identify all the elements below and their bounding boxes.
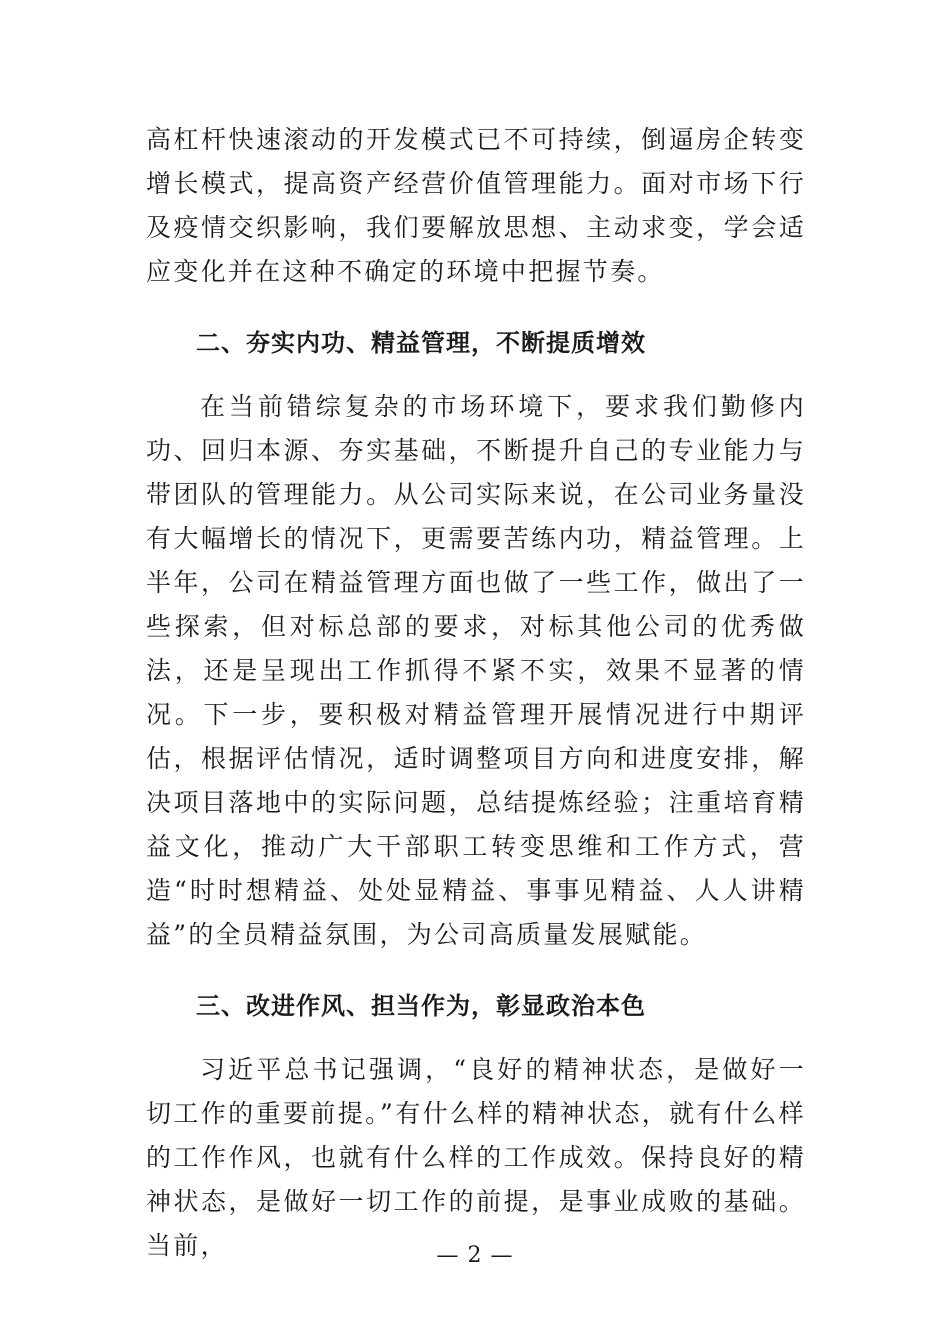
paragraph-section-two: 在当前错综复杂的市场环境下，要求我们勤修内功、回归本源、夯实基础，不断提升自己的专业能力与带团队的管理能力。从公司实际来说，在公司业务量没有大幅增长的情况下，更需要苦练内功，精益管理。上半年，公司在精益管理方面也做了一些工作，做出了一些探索，但对标总部的要求，对标其他公司的优秀做法，还是呈现出工作抓得不紧不实，效果不显著的情况。下一步，要积极对精益管理开展情况进行中期评估，根据评估情况，适时调整项目方向和进度安排，解决项目落地中的实际问题，总结提炼经验；注重培育精益文化，推动广大干部职工转变思维和工作方式，营造“时时想精益、处处显精益、事事见精益、人人讲精益”的全员精益氛围，为公司高质量发展赋能。 bbox=[146, 392, 806, 949]
page-number: — 2 — bbox=[436, 1243, 514, 1268]
paragraph-section-three: 习近平总书记强调，“良好的精神状态，是做好一切工作的重要前提。”有什么样的精神状态，就有什么样的工作作风，也就有什么样的工作成效。保持良好的精神状态，是做好一切工作的前提，是事业成败的基础。当前， bbox=[146, 1055, 806, 1260]
document-body bbox=[146, 118, 806, 1268]
section-heading-two: 二、夯实内功、精益管理，不断提质增效 bbox=[196, 329, 646, 357]
paragraph-continuation: 高杠杆快速滚动的开发模式已不可持续，倒逼房企转变增长模式，提高资产经营价值管理能力。面对市场下行及疫情交织影响，我们要解放思想、主动求变，学会适应变化并在这种不确定的环境中把握节奏。 bbox=[146, 125, 806, 286]
section-heading-three: 三、改进作风、担当作为，彰显政治本色 bbox=[196, 992, 646, 1020]
